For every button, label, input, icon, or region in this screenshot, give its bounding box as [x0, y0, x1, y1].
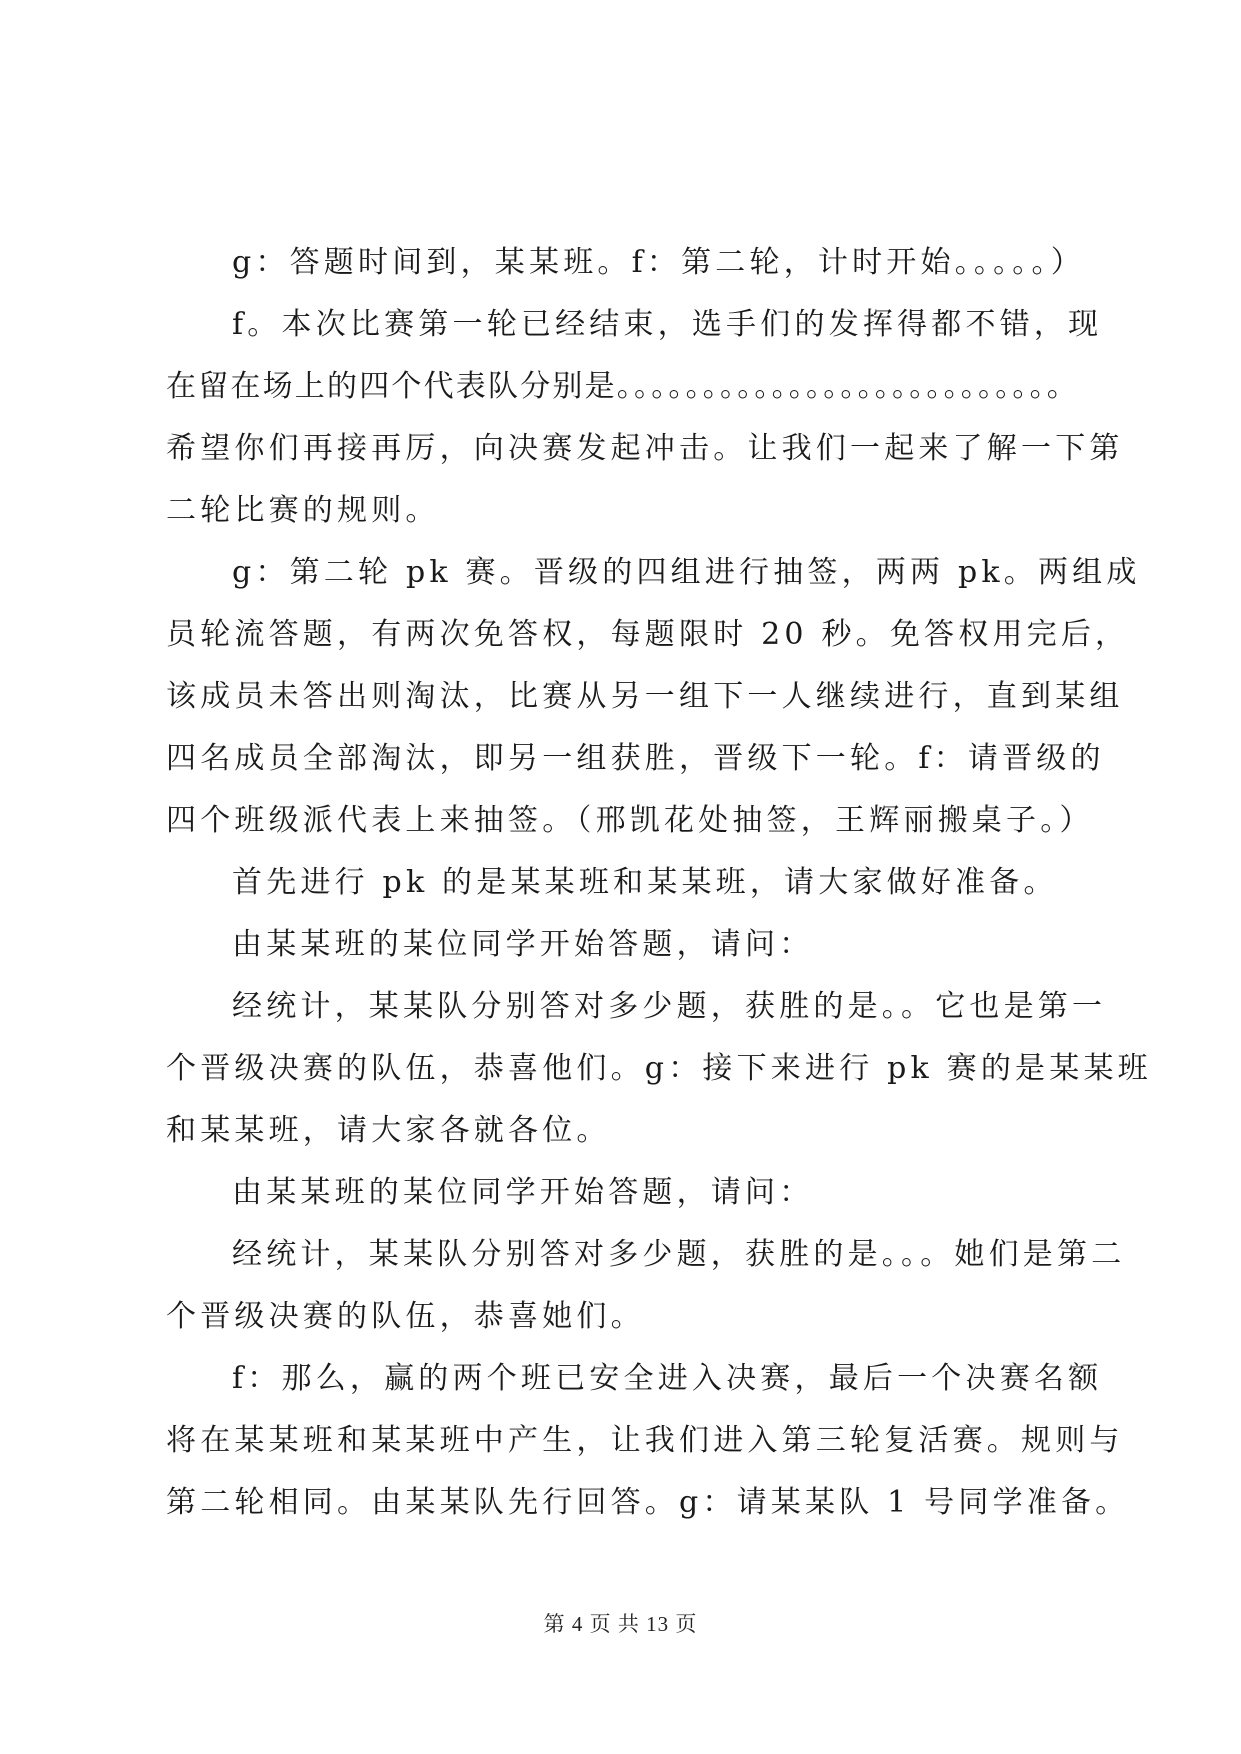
page-number-footer: 第 4 页 共 13 页 [543, 1612, 698, 1636]
text-line: 首先进行 pk 的是某某班和某某班，请大家做好准备。 [232, 865, 1058, 900]
text-line: 个晋级决赛的队伍，恭喜他们。g：接下来进行 pk 赛的是某某班 [166, 1051, 1152, 1086]
text-line: 经统计，某某队分别答对多少题，获胜的是。。。她们是第二 [232, 1237, 1126, 1272]
text-line: 四个班级派代表上来抽签。（邢凯花处抽签，王辉丽搬桌子。） [166, 803, 1094, 838]
text-line: 希望你们再接再厉，向决赛发起冲击。让我们一起来了解一下第 [166, 431, 1124, 466]
text-line: 经统计，某某队分别答对多少题，获胜的是。。它也是第一 [232, 989, 1107, 1024]
text-line: 和某某班，请大家各就各位。 [166, 1113, 611, 1148]
text-line: 个晋级决赛的队伍，恭喜她们。 [166, 1299, 645, 1334]
text-line: 在留在场上的四个代表队分别是。。。。。。。。。。。。。。。。。。。。。。。。。。 [166, 369, 1079, 404]
document-body [166, 232, 1152, 1534]
text-line: 四名成员全部淘汰，即另一组获胜，晋级下一轮。f：请晋级的 [166, 741, 1105, 776]
text-line: 员轮流答题，有两次免答权，每题限时 20 秒。免答权用完后， [166, 617, 1130, 652]
text-line: 由某某班的某位同学开始答题，请问： [232, 927, 814, 962]
text-line: 该成员未答出则淘汰，比赛从另一组下一人继续进行，直到某组 [166, 679, 1124, 714]
text-line: g：答题时间到，某某班。f：第二轮，计时开始。。。。。） [232, 245, 1085, 280]
text-line: 由某某班的某位同学开始答题，请问： [232, 1175, 814, 1210]
text-line: 第二轮相同。由某某队先行回答。g：请某某队 1 号同学准备。 [166, 1485, 1130, 1520]
text-line: f。本次比赛第一轮已经结束，选手们的发挥得都不错，现 [232, 307, 1103, 342]
text-line: f：那么，赢的两个班已安全进入决赛，最后一个决赛名额 [232, 1361, 1103, 1396]
text-line: 二轮比赛的规则。 [166, 493, 440, 528]
text-line: g：第二轮 pk 赛。晋级的四组进行抽签，两两 pk。两组成 [232, 555, 1141, 590]
text-line: 将在某某班和某某班中产生，让我们进入第三轮复活赛。规则与 [166, 1423, 1124, 1458]
